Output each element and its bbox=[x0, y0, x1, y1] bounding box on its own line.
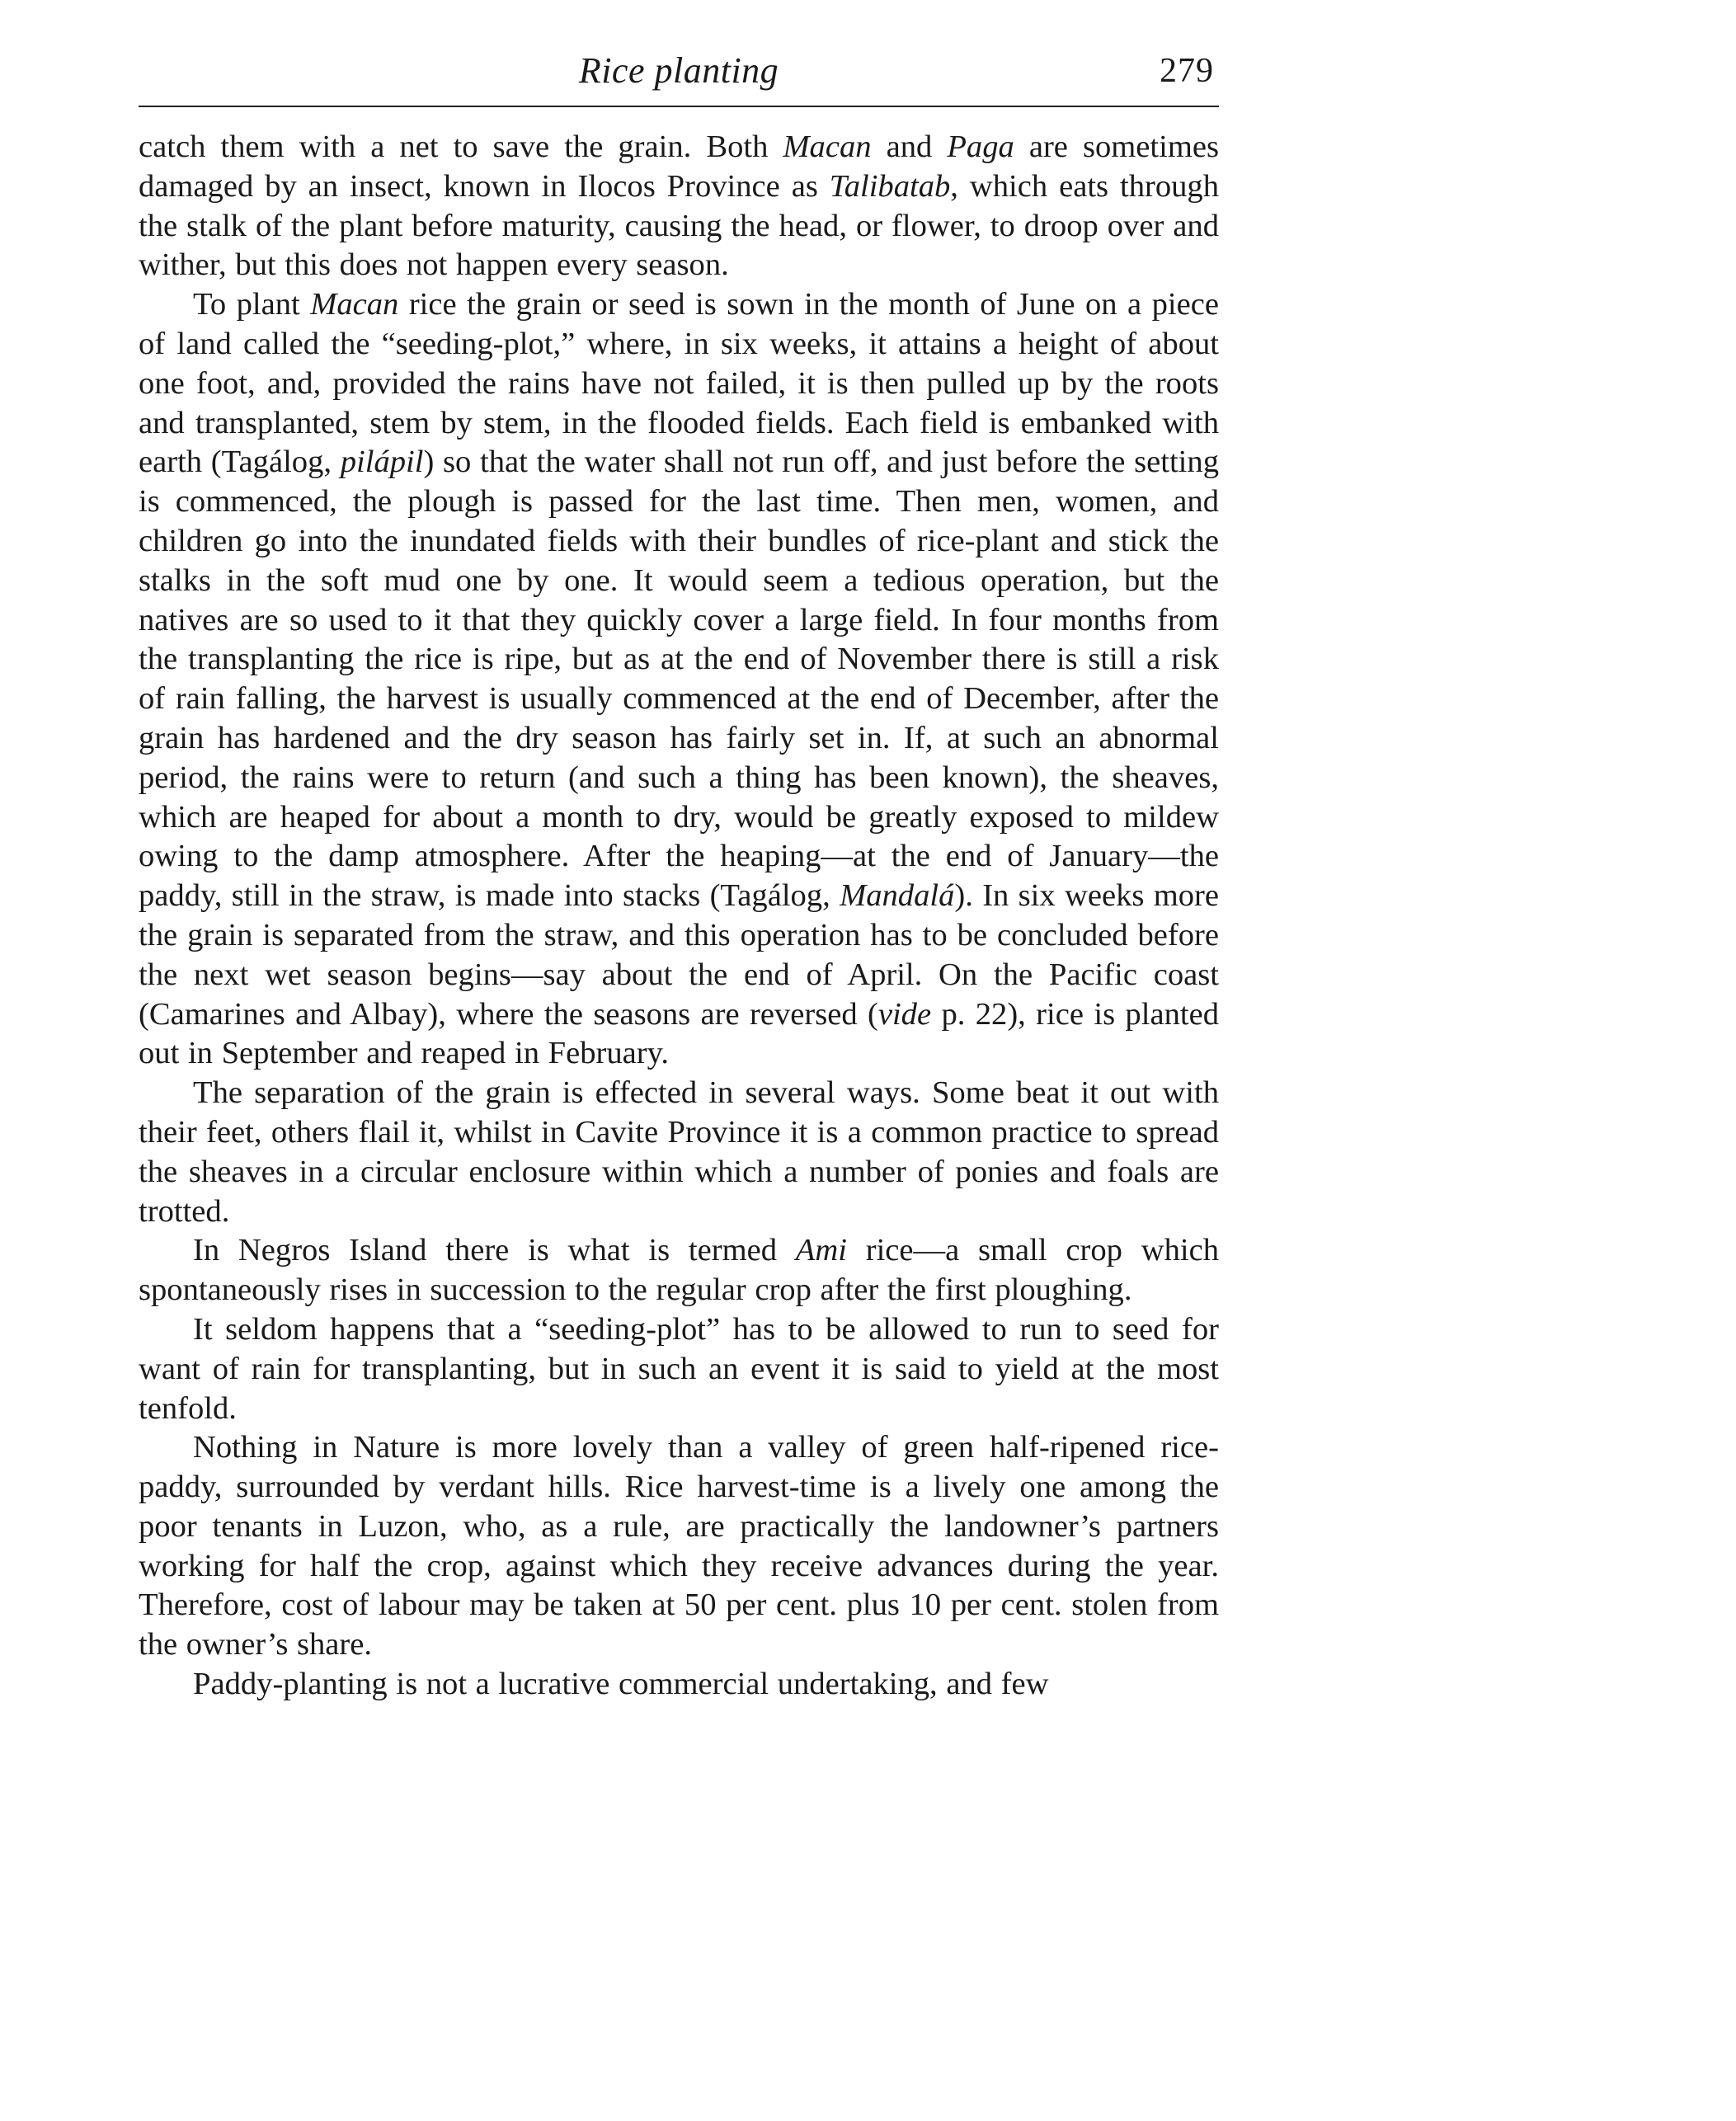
paragraph-7 bbox=[139, 1665, 1219, 1705]
text-run: To plant bbox=[193, 287, 311, 322]
paragraph-1 bbox=[139, 128, 1219, 285]
text-run: The separation of the grain is effected in several ways. Some beat it out with their feet, others flail it, whilst in Cavite Province it is a common practice to spread the sheaves in a circular enclosure within which a number of ponies and foals are trotted. bbox=[139, 1075, 1219, 1229]
italic-term: pilápil bbox=[340, 444, 424, 480]
text-run: catch them with a net to save the grain. Both bbox=[139, 129, 783, 164]
body-text bbox=[139, 128, 1219, 1705]
text-run: Paddy-planting is not a lucrative commercial undertaking, and few bbox=[193, 1667, 1049, 1702]
italic-term: Talibatab bbox=[829, 168, 951, 204]
paragraph-6 bbox=[139, 1428, 1219, 1665]
italic-term: vide bbox=[877, 996, 932, 1032]
text-run: rice the grain or seed is sown in the month of June on a piece of land called the “seeding-plot,” where, in six weeks, it attains a height of about one foot, and, provided the rains have not failed, it is then pulled up by the roots and transplanted, stem by stem, in the flooded fields. Each field is embanked with earth (Tagálog, bbox=[139, 287, 1219, 480]
paragraph-2 bbox=[139, 285, 1219, 1074]
text-run: p. 22), rice is planted out in September and reaped in February. bbox=[139, 996, 1219, 1071]
text-run: In Negros Island there is what is termed bbox=[193, 1233, 796, 1268]
italic-term: Paga bbox=[947, 129, 1014, 164]
italic-term: Ami bbox=[795, 1233, 847, 1268]
text-run: rice—a small crop which spontaneously rises in succession to the regular crop after the first ploughing. bbox=[139, 1233, 1219, 1308]
text-run: Nothing in Nature is more lovely than a valley of green half-ripened rice-paddy, surrounded by verdant hills. Rice harvest-time is a lively one among the poor tenants in Luzon, who, as a rule, are practically the landowner’s partners working for half the crop, against which they receive advances during the year. Therefore, cost of labour may be taken at 50 per cent. plus 10 per cent. stolen from the owner’s share. bbox=[139, 1430, 1219, 1662]
page-number: 279 bbox=[1160, 52, 1214, 90]
text-run: , which eats through the stalk of the plant before maturity, causing the head, or flower, to droop over and wither, but this does not happen every season. bbox=[139, 168, 1219, 283]
paragraph-3 bbox=[139, 1074, 1219, 1231]
text-run: are sometimes damaged by an insect, known in Ilocos Province as bbox=[139, 129, 1219, 204]
italic-term: Macan bbox=[783, 129, 872, 164]
text-run: It seldom happens that a “seeding-plot” has to be allowed to run to seed for want of rain for transplanting, but in such an event it is said to yield at the most tenfold. bbox=[139, 1311, 1219, 1426]
italic-term: Macan bbox=[310, 287, 399, 322]
text-run: ) so that the water shall not run off, and just before the setting is commenced, the plough is passed for the last time. Then men, women, and children go into the inundated fields with their bundles of rice-plant and stick the stalks in the soft mud one by one. It would seem a tedious operation, but the natives are so used to it that they quickly cover a large field. In four months from the transplanting the rice is ripe, but as at the end of November there is still a risk of rain falling, the harvest is usually commenced at the end of December, after the grain has hardened and the dry season has fairly set in. If, at such an abnormal period, the rains were to return (and such a thing has been known), the sheaves, which are heaped for about a month to dry, would be greatly exposed to mildew owing to the damp atmosphere. After the heaping—at the end of January—the paddy, still in the straw, is made into stacks (Tagálog, bbox=[139, 444, 1219, 914]
running-title: Rice planting bbox=[578, 50, 779, 91]
running-head bbox=[139, 48, 1219, 107]
paragraph-4 bbox=[139, 1231, 1219, 1310]
text-run: and bbox=[871, 129, 948, 164]
text-run: ). In six weeks more the grain is separated from the straw, and this operation has to be concluded before the next wet season begins—say about the end of April. On the Pacific coast (Camarines and Albay), where the seasons are reversed ( bbox=[139, 878, 1219, 1032]
book-page bbox=[139, 48, 1219, 1705]
italic-term: Mandalá bbox=[840, 878, 955, 914]
paragraph-5 bbox=[139, 1310, 1219, 1428]
